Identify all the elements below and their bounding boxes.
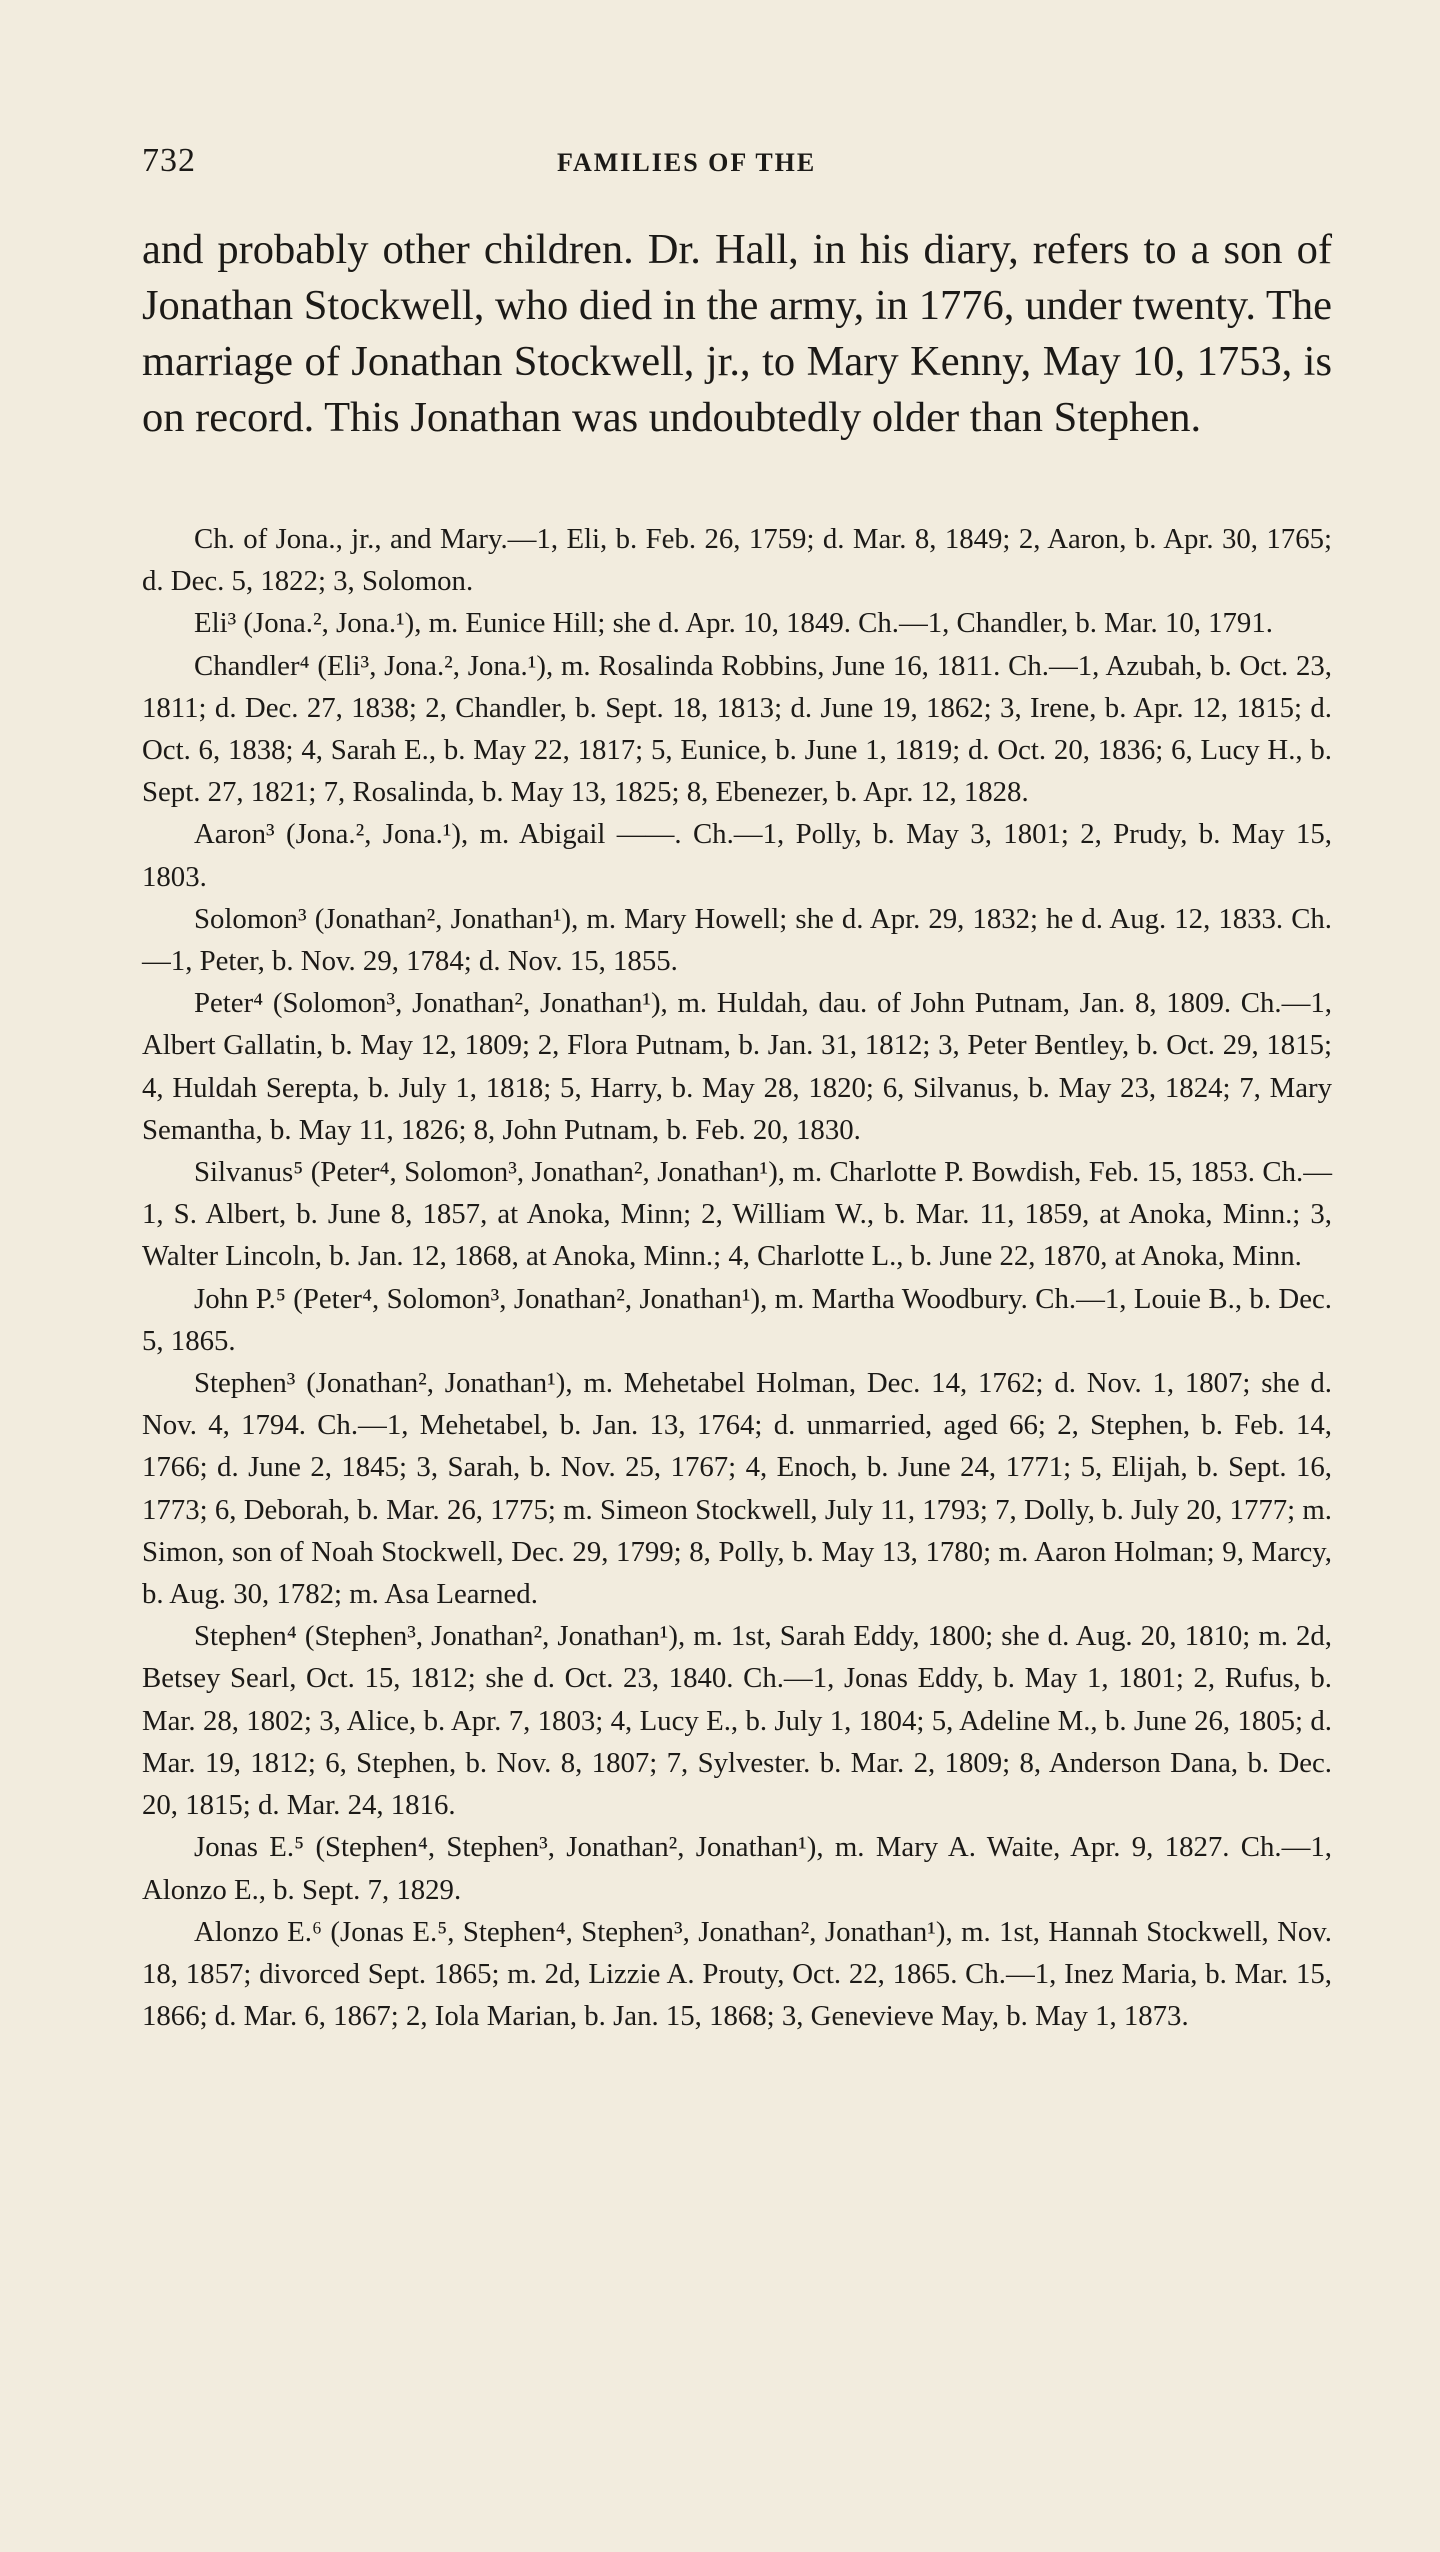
page-number: 732 — [142, 142, 196, 179]
entry-peter: Peter⁴ (Solomon³, Jonathan², Jonathan¹), m. Huldah, dau. of John Putnam, Jan. 8, 1809. Ch.—1, Albert Gallatin, b. May 12, 1809; 2, Flora Putnam, b. Jan. 31, 1812; 3, Peter Bentley, b. Oct. 29, 1815; 4, Huldah Serepta, b. July 1, 1818; 5, Harry, b. May 28, 1820; 6, Silvanus, b. May 23, 1824; 7, Mary Semantha, b. May 11, 1826; 8, John Putnam, b. Feb. 20, 1830. — [142, 987, 1332, 1146]
entry-chandler: Chandler⁴ (Eli³, Jona.², Jona.¹), m. Rosalinda Robbins, June 16, 1811. Ch.—1, Azubah, b. Oct. 23, 1811; d. Dec. 27, 1838; 2, Chandler, b. Sept. 18, 1813; d. June 19, 1862; 3, Irene, b. Apr. 12, 1815; d. Oct. 6, 1838; 4, Sarah E., b. May 22, 1817; 5, Eunice, b. June 1, 1819; d. Oct. 20, 1836; 6, Lucy H., b. Sept. 27, 1821; 7, Rosalinda, b. May 13, 1825; 8, Ebenezer, b. Apr. 12, 1828. — [142, 649, 1332, 809]
entry-eli: Eli³ (Jona.², Jona.¹), m. Eunice Hill; she d. Apr. 10, 1849. Ch.—1, Chandler, b. Mar. 10, 1791. — [194, 607, 1273, 640]
page-header — [142, 142, 1298, 192]
entry-aaron: Aaron³ (Jona.², Jona.¹), m. Abigail ——. Ch.—1, Polly, b. May 3, 1801; 2, Prudy, b. May 15, 1803. — [142, 818, 1332, 893]
entry-jonathan-jr-children: Ch. of Jona., jr., and Mary.—1, Eli, b. Feb. 26, 1759; d. Mar. 8, 1849; 2, Aaron, b. Apr. 30, 1765; d. Dec. 5, 1822; 3, Solomon. — [142, 523, 1332, 598]
entry-solomon: Solomon³ (Jonathan², Jonathan¹), m. Mary Howell; she d. Apr. 29, 1832; he d. Aug. 12, 1833. Ch.—1, Peter, b. Nov. 29, 1784; d. Nov. 15, 1855. — [142, 902, 1332, 978]
intro-paragraph-block — [142, 222, 1332, 446]
entry-stephen-4: Stephen⁴ (Stephen³, Jonathan², Jonathan¹), m. 1st, Sarah Eddy, 1800; she d. Aug. 20, 1810; m. 2d, Betsey Searl, Oct. 15, 1812; she d. Oct. 23, 1840. Ch.—1, Jonas Eddy, b. May 1, 1801; 2, Rufus, b. Mar. 28, 1802; 3, Alice, b. Apr. 7, 1803; 4, Lucy E., b. July 1, 1804; 5, Adeline M., b. June 26, 1805; d. Mar. 19, 1812; 6, Stephen, b. Nov. 8, 1807; 7, Sylvester. b. Mar. 2, 1809; 8, Anderson Dana, b. Dec. 20, 1815; d. Mar. 24, 1816. — [142, 1620, 1332, 1822]
genealogy-entries — [142, 518, 1332, 2037]
entry-alonzo-e: Alonzo E.⁶ (Jonas E.⁵, Stephen⁴, Stephen³, Jonathan², Jonathan¹), m. 1st, Hannah Stockwell, Nov. 18, 1857; divorced Sept. 1865; m. 2d, Lizzie A. Prouty, Oct. 22, 1865. Ch.—1, Inez Maria, b. Mar. 15, 1866; d. Mar. 6, 1867; 2, Iola Marian, b. Jan. 15, 1868; 3, Genevieve May, b. May 1, 1873. — [142, 1915, 1332, 2033]
entry-jonas-e: Jonas E.⁵ (Stephen⁴, Stephen³, Jonathan², Jonathan¹), m. Mary A. Waite, Apr. 9, 1827. Ch.—1, Alonzo E., b. Sept. 7, 1829. — [142, 1831, 1332, 1906]
entry-stephen-3: Stephen³ (Jonathan², Jonathan¹), m. Mehetabel Holman, Dec. 14, 1762; d. Nov. 1, 1807; she d. Nov. 4, 1794. Ch.—1, Mehetabel, b. Jan. 13, 1764; d. unmarried, aged 66; 2, Stephen, b. Feb. 14, 1766; d. June 2, 1845; 3, Sarah, b. Nov. 25, 1767; 4, Enoch, b. June 24, 1771; 5, Elijah, b. Sept. 16, 1773; 6, Deborah, b. Mar. 26, 1775; m. Simeon Stockwell, July 11, 1793; 7, Dolly, b. July 20, 1777; m. Simon, son of Noah Stockwell, Dec. 29, 1799; 8, Polly, b. May 13, 1780; m. Aaron Holman; 9, Marcy, b. Aug. 30, 1782; m. Asa Learned. — [142, 1367, 1332, 1611]
intro-paragraph: and probably other children. Dr. Hall, in his diary, refers to a son of Jonathan Stockwell, who died in the army, in 1776, under twenty. The marriage of Jonathan Stockwell, jr., to Mary Kenny, May 10, 1753, is on record. This Jonathan was undoubtedly older than Stephen. — [142, 226, 1332, 441]
entry-silvanus: Silvanus⁵ (Peter⁴, Solomon³, Jonathan², Jonathan¹), m. Charlotte P. Bowdish, Feb. 15, 1853. Ch.—1, S. Albert, b. June 8, 1857, at Anoka, Minn; 2, William W., b. Mar. 11, 1859, at Anoka, Minn.; 3, Walter Lincoln, b. Jan. 12, 1868, at Anoka, Minn.; 4, Charlotte L., b. June 22, 1870, at Anoka, Minn. — [142, 1156, 1332, 1273]
running-head: FAMILIES OF THE — [557, 148, 817, 177]
entry-john-p: John P.⁵ (Peter⁴, Solomon³, Jonathan², Jonathan¹), m. Martha Woodbury. Ch.—1, Louie B., b. Dec. 5, 1865. — [142, 1282, 1332, 1357]
